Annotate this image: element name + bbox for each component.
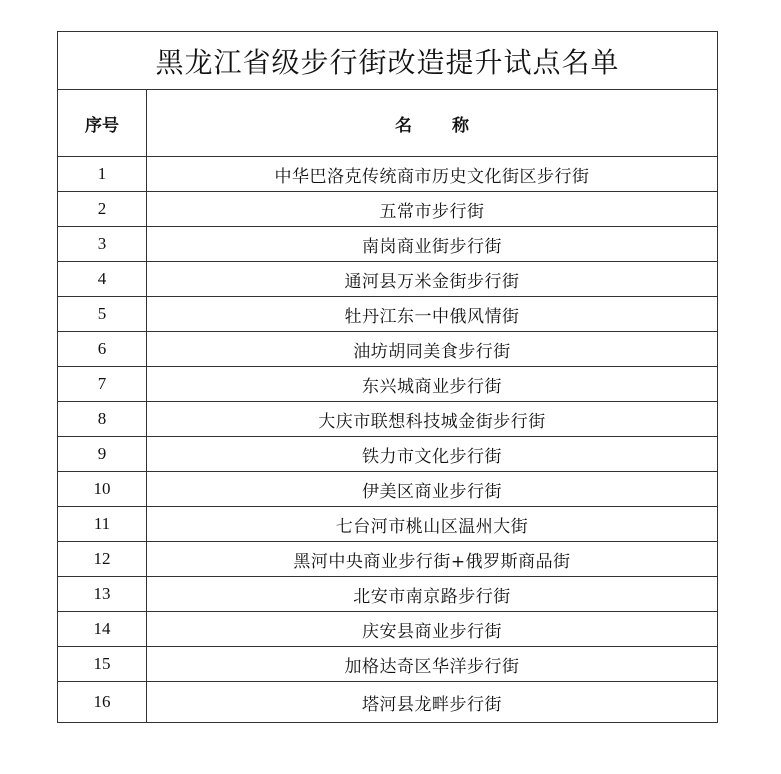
table-row <box>58 332 718 367</box>
pilot-list-table <box>57 31 718 723</box>
row-number: 2 <box>58 192 147 227</box>
row-name: 大庆市联想科技城金街步行街 <box>147 402 718 437</box>
row-number: 11 <box>58 507 147 542</box>
table-row <box>58 682 718 723</box>
table-row <box>58 402 718 437</box>
table-row <box>58 157 718 192</box>
row-name: 油坊胡同美食步行街 <box>147 332 718 367</box>
table-row <box>58 227 718 262</box>
row-number: 4 <box>58 262 147 297</box>
row-number: 1 <box>58 157 147 192</box>
document-sheet <box>57 31 717 723</box>
row-name: 塔河县龙畔步行街 <box>147 682 718 723</box>
row-number: 13 <box>58 577 147 612</box>
table-row <box>58 472 718 507</box>
row-name: 东兴城商业步行街 <box>147 367 718 402</box>
header-name <box>147 90 718 157</box>
table-row <box>58 612 718 647</box>
row-number: 7 <box>58 367 147 402</box>
header-number: 序号 <box>58 90 147 157</box>
header-name-part1: 名 <box>395 115 412 136</box>
row-name: 黑河中央商业步行街+俄罗斯商品街 <box>147 542 718 577</box>
table-body <box>58 157 718 723</box>
table-row <box>58 367 718 402</box>
table-row <box>58 192 718 227</box>
row-name: 北安市南京路步行街 <box>147 577 718 612</box>
row-number: 9 <box>58 437 147 472</box>
table-title: 黑龙江省级步行街改造提升试点名单 <box>58 32 718 90</box>
header-name-part2: 称 <box>452 115 469 136</box>
row-number: 8 <box>58 402 147 437</box>
row-name: 庆安县商业步行街 <box>147 612 718 647</box>
table-row <box>58 507 718 542</box>
row-name: 通河县万米金街步行街 <box>147 262 718 297</box>
table-row <box>58 262 718 297</box>
row-number: 3 <box>58 227 147 262</box>
row-name: 五常市步行街 <box>147 192 718 227</box>
table-row <box>58 577 718 612</box>
row-number: 16 <box>58 682 147 723</box>
table-row <box>58 437 718 472</box>
row-name: 牡丹江东一中俄风情街 <box>147 297 718 332</box>
row-name: 铁力市文化步行街 <box>147 437 718 472</box>
row-number: 14 <box>58 612 147 647</box>
row-number: 5 <box>58 297 147 332</box>
row-number: 6 <box>58 332 147 367</box>
row-number: 12 <box>58 542 147 577</box>
row-name: 南岗商业街步行街 <box>147 227 718 262</box>
row-number: 10 <box>58 472 147 507</box>
table-row <box>58 647 718 682</box>
table-row <box>58 542 718 577</box>
row-name: 加格达奇区华洋步行街 <box>147 647 718 682</box>
row-name: 中华巴洛克传统商市历史文化街区步行街 <box>147 157 718 192</box>
row-name: 七台河市桃山区温州大街 <box>147 507 718 542</box>
table-row <box>58 297 718 332</box>
row-number: 15 <box>58 647 147 682</box>
row-name: 伊美区商业步行街 <box>147 472 718 507</box>
